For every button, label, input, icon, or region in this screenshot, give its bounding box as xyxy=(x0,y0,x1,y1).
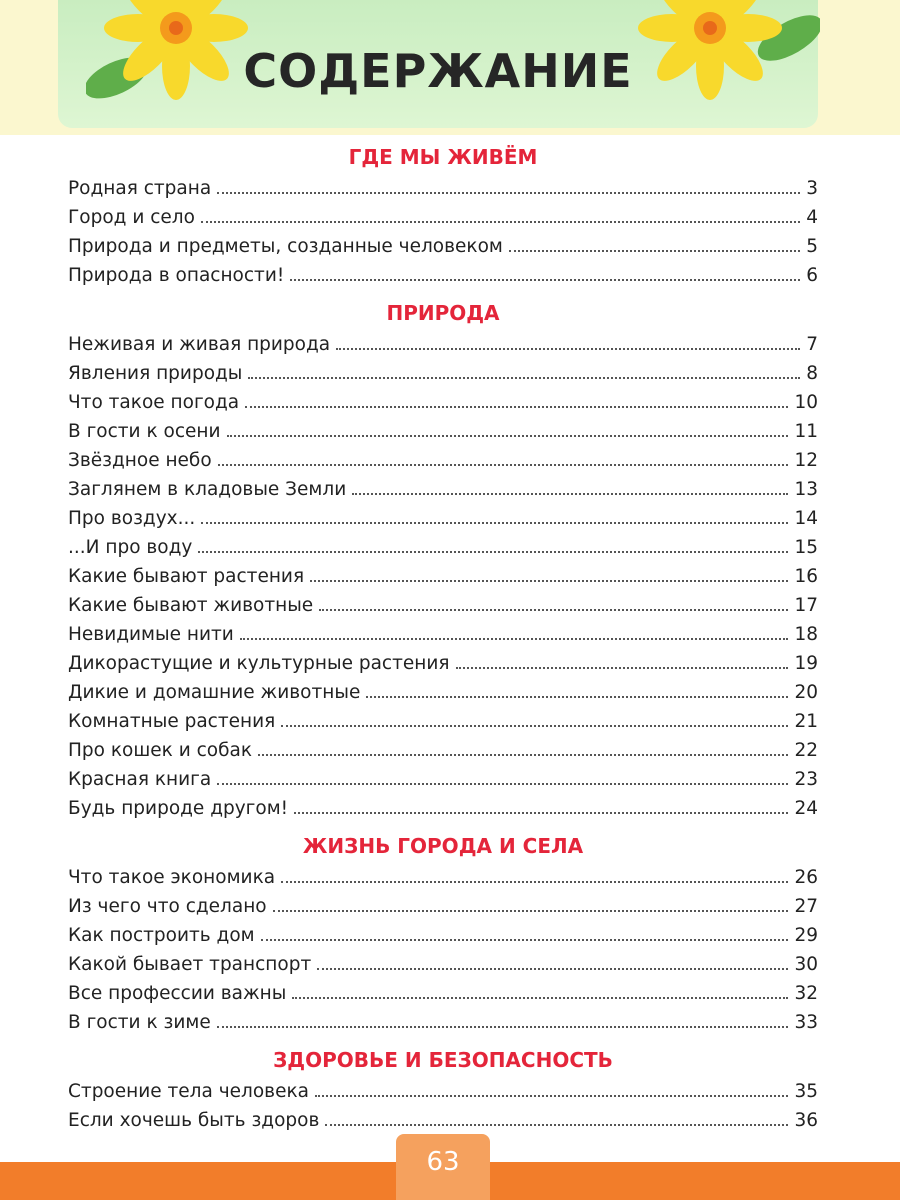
toc-entry[interactable] xyxy=(68,707,818,736)
toc-entry[interactable] xyxy=(68,203,818,232)
dot-leader xyxy=(290,279,800,281)
toc-entry[interactable] xyxy=(68,533,818,562)
toc-entry-page: 13 xyxy=(794,479,818,500)
dot-leader xyxy=(258,754,788,756)
toc-entry-page: 33 xyxy=(794,1012,818,1033)
dot-leader xyxy=(317,968,788,970)
section-heading: ЗДОРОВЬЕ И БЕЗОПАСНОСТЬ xyxy=(273,1048,613,1072)
toc-entry-page: 16 xyxy=(794,566,818,587)
toc-entry[interactable] xyxy=(68,950,818,979)
toc-entry[interactable] xyxy=(68,892,818,921)
toc-entry[interactable] xyxy=(68,261,818,290)
toc-entry-page: 19 xyxy=(794,653,818,674)
toc-entry-page: 23 xyxy=(794,769,818,790)
toc-entry[interactable] xyxy=(68,591,818,620)
toc-entry-title: ...И про воду xyxy=(68,537,193,558)
toc-entry-title: Какие бывают животные xyxy=(68,595,314,616)
toc-entry[interactable] xyxy=(68,359,818,388)
section-heading: ЖИЗНЬ ГОРОДА И СЕЛА xyxy=(302,834,584,858)
toc-entry-title: Невидимые нити xyxy=(68,624,234,645)
toc-entry-title: Природа и предметы, созданные человеком xyxy=(68,236,503,257)
toc-entry-title: Дикорастущие и культурные растения xyxy=(68,653,450,674)
dot-leader xyxy=(273,910,789,912)
dot-leader xyxy=(336,348,800,350)
toc-entry-title: Красная книга xyxy=(68,769,212,790)
toc-entry[interactable] xyxy=(68,232,818,261)
toc-entry[interactable] xyxy=(68,388,818,417)
toc-entry-page: 24 xyxy=(794,798,818,819)
dot-leader xyxy=(352,493,788,495)
dot-leader xyxy=(198,551,788,553)
toc-entry-page: 7 xyxy=(806,334,818,355)
dot-leader xyxy=(366,696,788,698)
toc-entry-title: Родная страна xyxy=(68,178,212,199)
dot-leader xyxy=(315,1095,788,1097)
toc-entry-title: Город и село xyxy=(68,207,195,228)
toc-entry[interactable] xyxy=(68,863,818,892)
toc-entry-title: Явления природы xyxy=(68,363,243,384)
toc-entry-title: Природа в опасности! xyxy=(68,265,285,286)
toc-entry-page: 14 xyxy=(794,508,818,529)
toc-entry-page: 18 xyxy=(794,624,818,645)
toc-entry-title: Что такое экономика xyxy=(68,867,276,888)
toc-entry-title: В гости к осени xyxy=(68,421,221,442)
toc-entry-page: 10 xyxy=(794,392,818,413)
dot-leader xyxy=(261,939,789,941)
dot-leader xyxy=(227,435,789,437)
toc-entry[interactable] xyxy=(68,794,818,823)
toc-entry-page: 22 xyxy=(794,740,818,761)
toc-entry[interactable] xyxy=(68,174,818,203)
dot-leader xyxy=(201,221,800,223)
dot-leader xyxy=(248,377,800,379)
toc-entry[interactable] xyxy=(68,620,818,649)
toc-entry[interactable] xyxy=(68,736,818,765)
dot-leader xyxy=(325,1124,788,1126)
dot-leader xyxy=(281,725,788,727)
section-heading: ПРИРОДА xyxy=(386,301,500,325)
toc-entry[interactable] xyxy=(68,446,818,475)
toc-entry[interactable] xyxy=(68,475,818,504)
toc-entry-title: Звёздное небо xyxy=(68,450,212,471)
toc-entry-title: Заглянем в кладовые Земли xyxy=(68,479,347,500)
dot-leader xyxy=(509,250,800,252)
dot-leader xyxy=(217,783,788,785)
toc-entry[interactable] xyxy=(68,921,818,950)
toc-entry-page: 27 xyxy=(794,896,818,917)
dot-leader xyxy=(294,812,788,814)
dot-leader xyxy=(281,881,788,883)
dot-leader xyxy=(201,522,788,524)
toc-entry-page: 17 xyxy=(794,595,818,616)
section-heading: ГДЕ МЫ ЖИВЁМ xyxy=(348,145,538,169)
toc-entry[interactable] xyxy=(68,1106,818,1135)
page-number: 63 xyxy=(396,1134,490,1200)
toc-entry-title: Как построить дом xyxy=(68,925,255,946)
table-of-contents xyxy=(68,140,818,1135)
dot-leader xyxy=(456,667,789,669)
toc-entry-title: Из чего что сделано xyxy=(68,896,267,917)
toc-entry-title: Все профессии важны xyxy=(68,983,287,1004)
toc-entry-page: 15 xyxy=(794,537,818,558)
toc-entry-page: 32 xyxy=(794,983,818,1004)
dot-leader xyxy=(310,580,788,582)
toc-entry[interactable] xyxy=(68,979,818,1008)
toc-entry[interactable] xyxy=(68,504,818,533)
toc-entry-title: Если хочешь быть здоров xyxy=(68,1110,320,1131)
dot-leader xyxy=(218,464,789,466)
toc-entry-title: Будь природе другом! xyxy=(68,798,289,819)
toc-entry-title: Какой бывает транспорт xyxy=(68,954,312,975)
toc-entry-title: Что такое погода xyxy=(68,392,240,413)
dot-leader xyxy=(240,638,789,640)
toc-entry-page: 3 xyxy=(806,178,818,199)
toc-entry-page: 26 xyxy=(794,867,818,888)
header-panel xyxy=(58,0,818,128)
toc-entry[interactable] xyxy=(68,1077,818,1106)
toc-entry-title: В гости к зиме xyxy=(68,1012,211,1033)
toc-entry-title: Строение тела человека xyxy=(68,1081,309,1102)
toc-entry[interactable] xyxy=(68,765,818,794)
toc-entry-page: 6 xyxy=(806,265,818,286)
toc-entry-title: Дикие и домашние животные xyxy=(68,682,361,703)
dot-leader xyxy=(245,406,788,408)
toc-entry[interactable] xyxy=(68,417,818,446)
toc-entry-title: Комнатные растения xyxy=(68,711,276,732)
toc-entry[interactable] xyxy=(68,1008,818,1037)
toc-entry[interactable] xyxy=(68,330,818,359)
toc-entry[interactable] xyxy=(68,649,818,678)
toc-entry-page: 36 xyxy=(794,1110,818,1131)
toc-entry-page: 8 xyxy=(806,363,818,384)
toc-entry[interactable] xyxy=(68,562,818,591)
page-title: СОДЕРЖАНИЕ xyxy=(243,44,633,98)
dot-leader xyxy=(217,1026,789,1028)
dot-leader xyxy=(217,192,800,194)
dot-leader xyxy=(292,997,788,999)
toc-entry-page: 20 xyxy=(794,682,818,703)
toc-entry-page: 12 xyxy=(794,450,818,471)
toc-entry-title: Какие бывают растения xyxy=(68,566,305,587)
toc-entry-page: 4 xyxy=(806,207,818,228)
toc-entry-page: 29 xyxy=(794,925,818,946)
toc-entry-title: Про кошек и собак xyxy=(68,740,253,761)
toc-entry-page: 11 xyxy=(794,421,818,442)
toc-entry-page: 21 xyxy=(794,711,818,732)
toc-entry-page: 5 xyxy=(806,236,818,257)
toc-entry[interactable] xyxy=(68,678,818,707)
toc-entry-page: 35 xyxy=(794,1081,818,1102)
toc-entry-page: 30 xyxy=(794,954,818,975)
toc-entry-title: Неживая и живая природа xyxy=(68,334,331,355)
toc-entry-title: Про воздух... xyxy=(68,508,196,529)
dot-leader xyxy=(319,609,788,611)
